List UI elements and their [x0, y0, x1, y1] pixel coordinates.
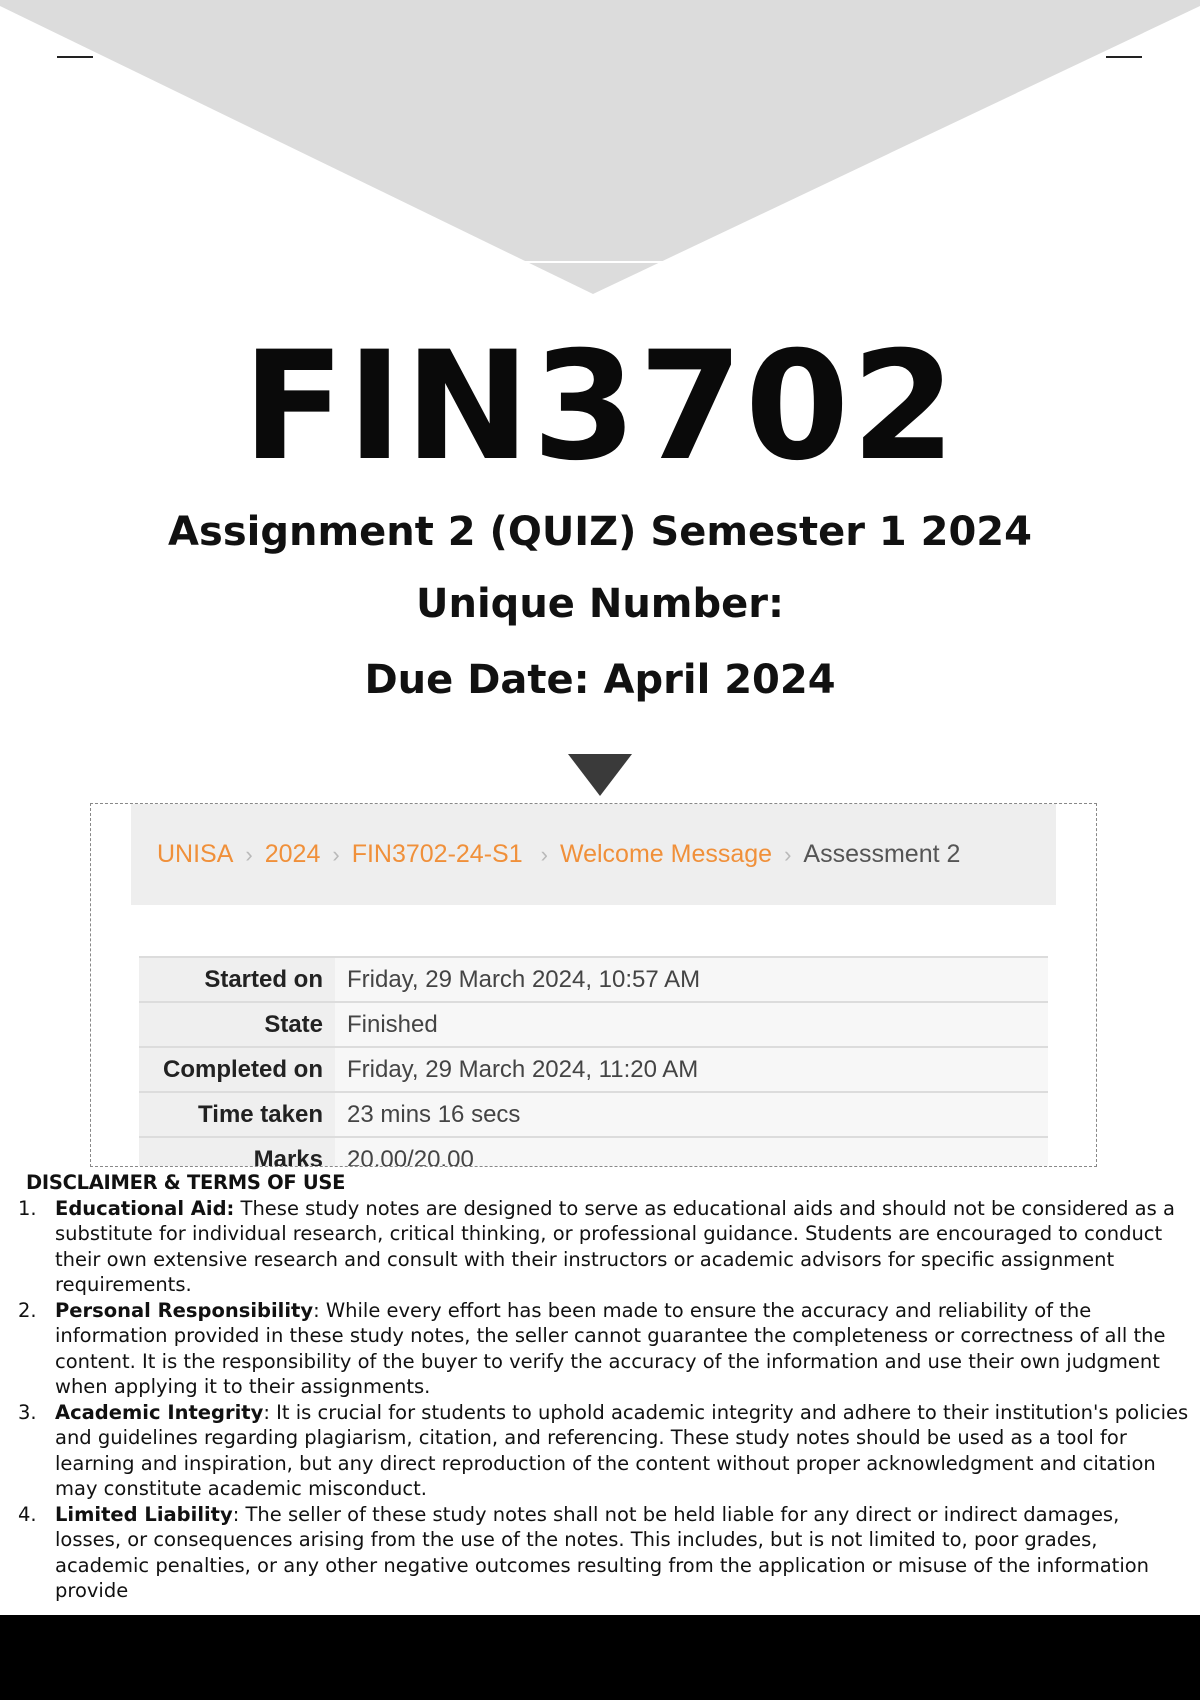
down-triangle-icon — [568, 754, 632, 796]
list-item — [18, 1400, 1190, 1502]
disclaimer-list — [18, 1196, 1190, 1604]
item-heading: Limited Liability — [55, 1502, 233, 1526]
item-number: 2. — [18, 1298, 37, 1322]
corner-line-right — [1106, 56, 1142, 58]
course-code-title: FIN3702 — [242, 320, 958, 494]
attempt-summary-table — [139, 956, 1048, 1167]
assignment-subtitle: Assignment 2 (QUIZ) Semester 1 2024 — [168, 509, 1032, 555]
item-text: : The seller of these study notes shall not be held liable for any direct or indirect damages, losses, or consequences arising from the use of the notes. This includes, but is not limited to, poor grades, academic penalties, or any other negative outcomes resulting from the application or misuse of the information provide — [55, 1502, 1150, 1602]
disclaimer-section — [18, 1170, 1190, 1604]
table-row — [139, 1002, 1048, 1047]
row-value: Finished — [335, 1002, 1048, 1047]
disclaimer-title: DISCLAIMER & TERMS OF USE — [26, 1171, 346, 1194]
item-heading: Personal Responsibility — [55, 1298, 314, 1322]
breadcrumb-link-unisa[interactable]: UNISA — [157, 840, 234, 868]
chevron-right-icon: › — [245, 841, 253, 867]
table-row — [139, 1137, 1048, 1167]
row-value: Friday, 29 March 2024, 11:20 AM — [335, 1047, 1048, 1092]
due-date-label: Due Date: April 2024 — [364, 657, 836, 703]
assessment-screenshot — [90, 803, 1097, 1167]
row-value: Friday, 29 March 2024, 10:57 AM — [335, 957, 1048, 1002]
breadcrumb — [131, 804, 1056, 905]
chevron-right-icon: › — [784, 841, 792, 867]
row-value: 23 mins 16 secs — [335, 1092, 1048, 1137]
item-number: 1. — [18, 1196, 37, 1220]
breadcrumb-link-course[interactable]: FIN3702-24-S1 — [351, 840, 523, 868]
item-heading: Academic Integrity — [55, 1400, 264, 1424]
item-text: : It is crucial for students to uphold academic integrity and adhere to their institution's policies and guidelines regarding plagiarism, citation, and referencing. These study notes should be used as a tool for learning and inspiration, but any direct reproduction of the content without proper acknowledgment and citation may constitute academic misconduct. — [55, 1400, 1189, 1500]
corner-line-left — [57, 56, 93, 58]
table-row — [139, 1047, 1048, 1092]
row-label: State — [139, 1002, 335, 1047]
table-row — [139, 957, 1048, 1002]
table-row — [139, 1092, 1048, 1137]
list-item — [18, 1196, 1190, 1298]
item-number: 3. — [18, 1400, 37, 1424]
row-label: Time taken — [139, 1092, 335, 1137]
breadcrumb-current-page: Assessment 2 — [803, 840, 961, 868]
breadcrumb-link-year[interactable]: 2024 — [264, 840, 321, 868]
chevron-right-icon: › — [332, 841, 340, 867]
row-label: Marks — [139, 1137, 335, 1167]
item-number: 4. — [18, 1502, 37, 1526]
list-item — [18, 1298, 1190, 1400]
row-label: Completed on — [139, 1047, 335, 1092]
row-label: Started on — [139, 957, 335, 1002]
list-item — [18, 1502, 1190, 1604]
breadcrumb-link-welcome[interactable]: Welcome Message — [559, 840, 773, 868]
row-value: 20.00/20.00 — [335, 1137, 1048, 1167]
unique-number-label: Unique Number: — [416, 581, 784, 627]
decorative-chevron — [0, 0, 1200, 300]
item-text: These study notes are designed to serve as educational aids and should not be considered as a substitute for individual research, critical thinking, or professional guidance. Students are encouraged to conduct their own extensive research and consult with their instructors or academic advisors for specific assignment requirements. — [55, 1196, 1175, 1296]
item-heading: Educational Aid: — [55, 1196, 235, 1220]
footer-bar — [0, 1615, 1200, 1700]
item-text: : While every effort has been made to ensure the accuracy and reliability of the information provided in these study notes, the seller cannot guarantee the completeness or correctness of all the content. It is the responsibility of the buyer to verify the accuracy of the information and use their own judgment when applying it to their assignments. — [55, 1298, 1166, 1398]
chevron-right-icon: › — [540, 841, 548, 867]
